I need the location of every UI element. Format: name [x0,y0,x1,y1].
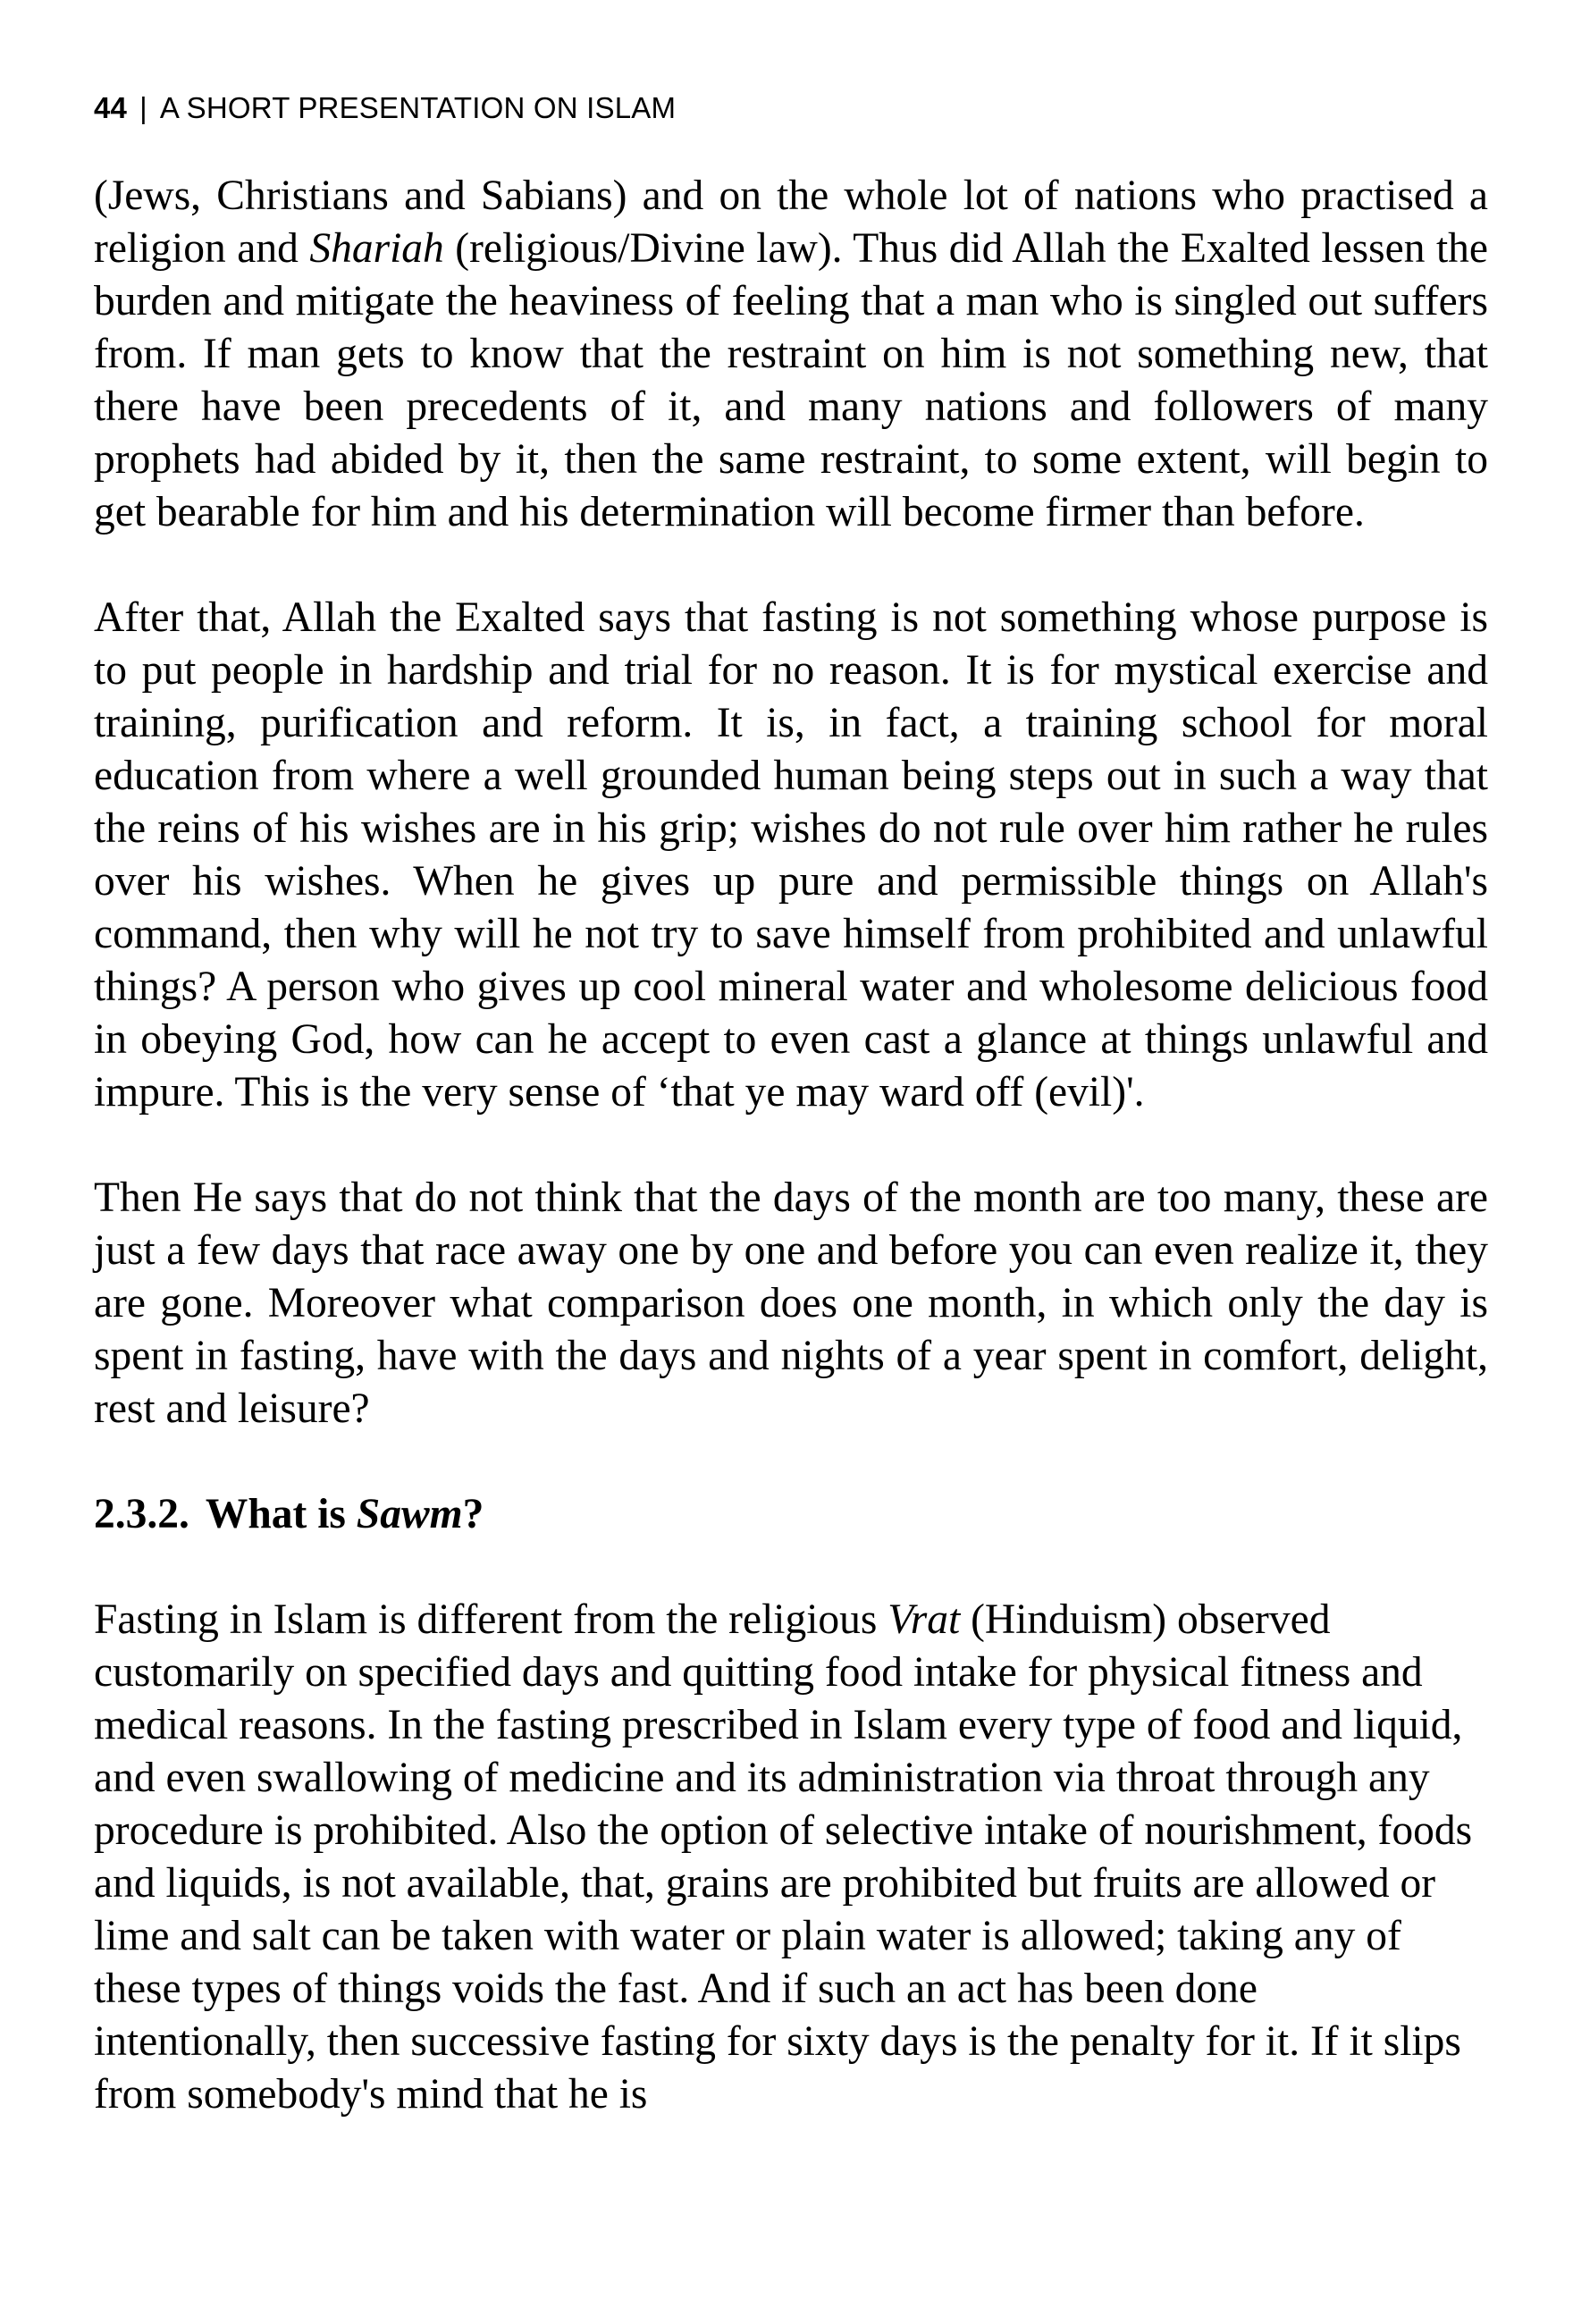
section-title-suffix: ? [462,1491,484,1537]
paragraph-4-text-a: Fasting in Islam is different from the religious [94,1596,888,1643]
paragraph-1 [94,170,1488,539]
section-title-text: What is [205,1491,357,1537]
paragraph-4 [94,1594,1488,2121]
section-heading [94,1488,1488,1541]
book-title: A SHORT PRESENTATION ON ISLAM [159,91,677,124]
page-number: 44 [94,91,128,124]
paragraph-1-text-b: (religious/Divine law). Thus did Allah the Exalted lessen the burden and mitigate the heaviness of feeling that a man who is singled out suffers from. If man gets to know that the restraint on him is not something new, that there have been precedents of it, and many nations and followers of many prophets had abided by it, then the same restraint, to some extent, will begin to get bearable for him and his determination will become firmer than before. [94,225,1489,535]
page-body [94,170,1488,2121]
paragraph-3: Then He says that do not think that the days of the month are too many, these are just a few days that race away one by one and before you can even realize it, they are gone. Moreover what comparison does one month, in which only the day is spent in fasting, have with the days and nights of a year spent in comfort, delight, rest and leisure? [94,1175,1488,1432]
running-header [94,91,676,125]
paragraph-1-text-a: (Jews, Christians and Sabians) and on the whole lot of nations who practised a religion and [94,173,1488,272]
term-sawm: Sawm [356,1491,463,1537]
section-number: 2.3.2. [94,1491,189,1537]
paragraph-4-text-b: (Hinduism) observed customarily on specified days and quitting food intake for physical fitness and medical reasons. In the fasting prescribed in Islam every type of food and liquid, and even swallowing of medicine and its administration via throat through any procedure is prohibited. Also the option of selective intake of nourishment, foods and liquids, is not available, that, grains are prohibited but fruits are allowed or lime and salt can be taken with water or plain water is allowed; taking any of these types of things voids the fast. And if such an act has been done intentionally, then successive fasting for sixty days is the penalty for it. If it slips from somebody's mind that he is [94,1596,1473,2118]
header-separator: | [139,91,147,124]
term-shariah: Shariah [309,225,444,272]
paragraph-2: After that, Allah the Exalted says that fasting is not something whose purpose is to put people in hardship and trial for no reason. It is for mystical exercise and training, purification and reform. It is, in fact, a training school for moral education from where a well grounded human being steps out in such a way that the reins of his wishes are in his grip; wishes do not rule over him rather he rules over his wishes. When he gives up pure and permissible things on Allah's command, then why will he not try to save himself from prohibited and unlawful things? A person who gives up cool mineral water and wholesome delicious food in obeying God, how can he accept to even cast a glance at things unlawful and impure. This is the very sense of ‘that ye may ward off (evil)'. [94,594,1488,1116]
term-vrat: Vrat [887,1596,961,1643]
